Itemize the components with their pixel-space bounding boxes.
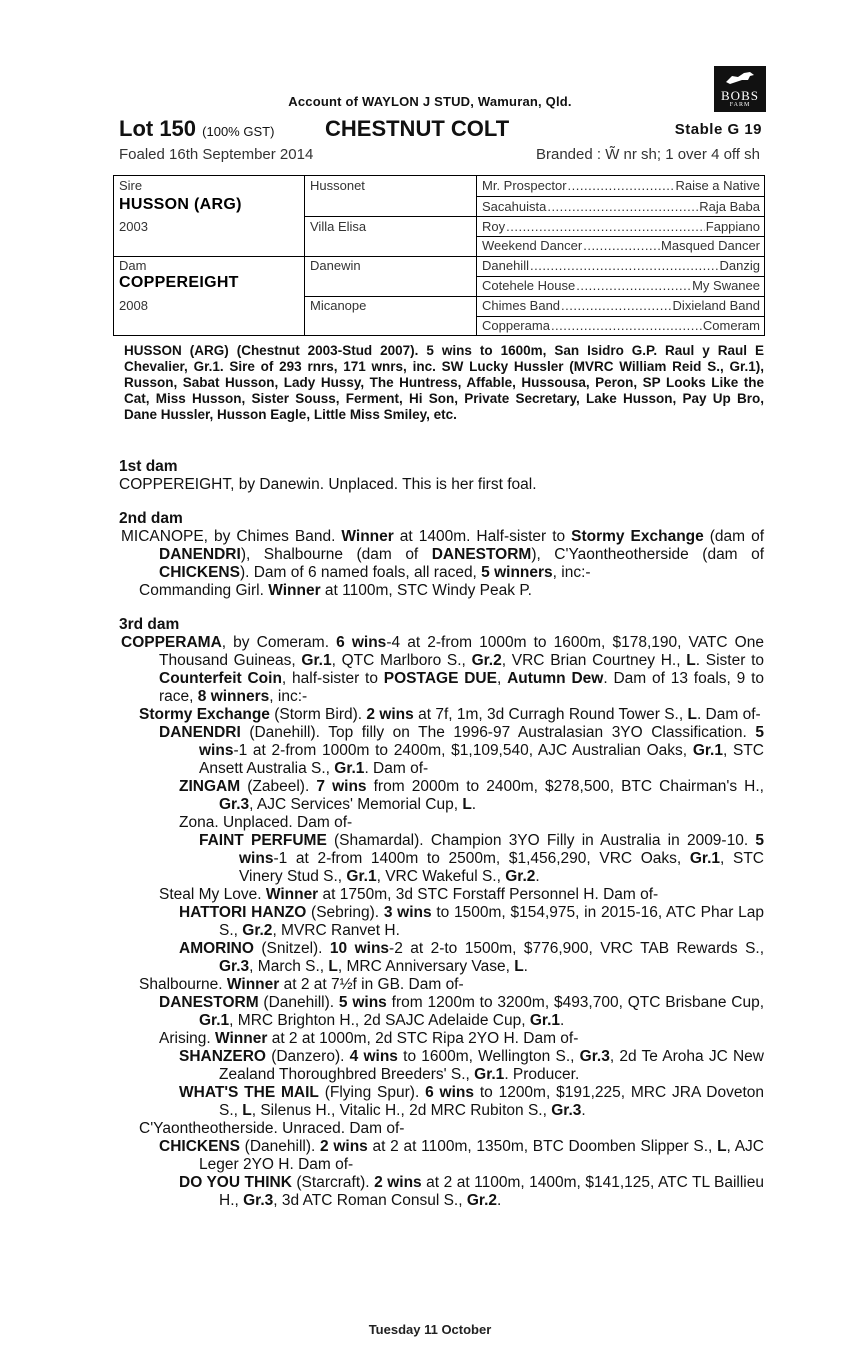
pedigree-gen3-row: Weekend Dancer ..... Masqued Dancer (482, 238, 760, 253)
pedigree-gen3-row: Mr. Prospector ..... Raise a Native (482, 178, 760, 193)
lot-heading (119, 116, 764, 142)
stable-location: Stable G 19 (674, 121, 762, 138)
dam-label: Dam (119, 258, 147, 273)
sire-year: 2003 (119, 219, 148, 234)
logo-text: BOBS (721, 88, 759, 103)
pedigree-gen3-row: Copperama ..... Comeram (482, 318, 760, 333)
progeny-entry: FAINT PERFUME (Shamardal). Champion 3YO Filly in Australia in 2009-10. 5 wins-1 at 2-from 1400m to 2500m, $1,456,290, VRC Oaks, Gr.1, STC Vinery Stud S., Gr.1, VRC Wakeful S., Gr.2. (199, 832, 764, 885)
logo-subtext: FARM (729, 102, 751, 108)
foaled-date: Foaled 16th September 2014 (119, 146, 314, 163)
second-dam-entry: MICANOPE, by Chimes Band. Winner at 1400m. Half-sister to Stormy Exchange (dam of DANENDRI), Shalbourne (dam of DANESTORM), C'Yaontheotherside (dam of CHICKENS). Dam of 6 named foals, all raced, 5 winners, inc:- (121, 528, 765, 581)
progeny-entry: HATTORI HANZO (Sebring). 3 wins to 1500m, $154,975, in 2015-16, ATC Phar Lap S., Gr.2, MVRC Ranvet H. (179, 904, 764, 939)
progeny-entry: Commanding Girl. Winner at 1100m, STC Windy Peak P. (139, 582, 532, 599)
catalogue-body (119, 458, 764, 1210)
dam-dam: Micanope (310, 298, 367, 313)
sire-summary: HUSSON (ARG) (Chestnut 2003-Stud 2007). 5 wins to 1600m, San Isidro G.P. Raul y Raul E Chevalier, Gr.1. Sire of 293 rnrs, 171 wnrs, inc. SW Lucky Hussler (MVRC William Reid S., Gr.1), Russon, Sabat Husson, Lady Hussy, The Huntress, Affable, Hussousa, Peron, SP Looks Like the Cat, Miss Husson, Sister Souss, Ferment, Hi Son, Private Secretary, Lake Husson, Pay Up Bro, Dane Hussler, Husson Eagle, Little Miss Smiley, etc. (124, 343, 764, 422)
progeny-entry: Stormy Exchange (Storm Bird). 2 wins at 7f, 1m, 3d Curragh Round Tower S., L. Dam of- (139, 706, 761, 723)
sire-label: Sire (119, 178, 143, 193)
sale-day-footer: Tuesday 11 October (368, 1322, 492, 1337)
pedigree-gen3-row: Cotehele House ..... My Swanee (482, 278, 760, 293)
second-dam-heading: 2nd dam (119, 510, 183, 527)
progeny-entry: SHANZERO (Danzero). 4 wins to 1600m, Wellington S., Gr.3, 2d Te Aroha JC New Zealand Thoroughbred Breeders' S., Gr.1. Producer. (179, 1048, 764, 1083)
sire-dam: Villa Elisa (310, 219, 367, 234)
progeny-entry: DANESTORM (Danehill). 5 wins from 1200m to 3200m, $493,700, QTC Brisbane Cup, Gr.1, MRC Brighton H., 2d SAJC Adelaide Cup, Gr.1. (159, 994, 765, 1029)
pedigree-table (113, 175, 765, 336)
progeny-entry: C'Yaontheotherside. Unraced. Dam of- (139, 1120, 405, 1137)
pedigree-gen3-row: Chimes Band ..... Dixieland Band (482, 298, 760, 313)
progeny-entry: Arising. Winner at 2 at 1000m, 2d STC Ripa 2YO H. Dam of- (159, 1030, 579, 1047)
vendor-account: Account of WAYLON J STUD, Wamuran, Qld. (288, 94, 572, 109)
progeny-entry: Steal My Love. Winner at 1750m, 3d STC Forstaff Personnel H. Dam of- (159, 886, 659, 903)
lot-number: Lot 150 (100% GST) (119, 116, 275, 141)
progeny-entry: Shalbourne. Winner at 2 at 7½f in GB. Dam of- (139, 976, 464, 993)
pedigree-gen3-row: Danehill ..... Danzig (482, 258, 760, 273)
sire-sire: Hussonet (310, 178, 365, 193)
horse-icon (724, 70, 756, 86)
progeny-entry: Zona. Unplaced. Dam of- (179, 814, 353, 831)
progeny-entry: DO YOU THINK (Starcraft). 2 wins at 2 at 1100m, 1400m, $141,125, ATC TL Baillieu H., Gr.3, 3d ATC Roman Consul S., Gr.2. (179, 1174, 764, 1209)
first-dam-entry: COPPEREIGHT, by Danewin. Unplaced. This is her first foal. (119, 476, 537, 493)
progeny-entry: CHICKENS (Danehill). 2 wins at 2 at 1100m, 1350m, BTC Doomben Slipper S., L, AJC Leger 2YO H. Dam of- (159, 1138, 764, 1173)
dam-sire: Danewin (310, 258, 361, 273)
progeny-entry: WHAT'S THE MAIL (Flying Spur). 6 wins to 1200m, $191,225, MRC JRA Doveton S., L, Silenus H., Vitalic H., 2d MRC Rubiton S., Gr.3. (179, 1084, 764, 1119)
progeny-entry: AMORINO (Snitzel). 10 wins-2 at 2-to 1500m, $776,900, VRC TAB Rewards S., Gr.3, March S., L, MRC Anniversary Vase, L. (179, 940, 765, 975)
progeny-entry: ZINGAM (Zabeel). 7 wins from 2000m to 2400m, $278,500, BTC Chairman's H., Gr.3, AJC Services' Memorial Cup, L. (179, 778, 764, 813)
horse-description: CHESTNUT COLT (325, 116, 510, 141)
first-dam-heading: 1st dam (119, 458, 178, 475)
pedigree-gen3-row: Sacahuista ..... Raja Baba (482, 199, 760, 214)
sire-name: HUSSON (ARG) (119, 196, 242, 213)
pedigree-gen3-row: Roy ..... Fappiano (482, 219, 760, 234)
dam-year: 2008 (119, 298, 148, 313)
progeny-entry: DANENDRI (Danehill). Top filly on The 1996-97 Australasian 3YO Classification. 5 wins-1 at 2-from 1000m to 2400m, $1,109,540, AJC Australian Oaks, Gr.1, STC Ansett Australia S., Gr.1. Dam of- (159, 724, 764, 777)
gst-note: (100% GST) (202, 124, 275, 139)
third-dam-entry: COPPERAMA, by Comeram. 6 wins-4 at 2-from 1000m to 1600m, $178,190, VATC One Thousand Guineas, Gr.1, QTC Marlboro S., Gr.2, VRC Brian Courtney H., L. Sister to Counterfeit Coin, half-sister to POSTAGE DUE, Autumn Dew. Dam of 13 foals, 9 to race, 8 winners, inc:- (121, 634, 765, 705)
third-dam-heading: 3rd dam (119, 616, 180, 633)
brand-marks: Branded : W̃ nr sh; 1 over 4 off sh (535, 146, 760, 163)
dam-name: COPPEREIGHT (119, 274, 239, 291)
